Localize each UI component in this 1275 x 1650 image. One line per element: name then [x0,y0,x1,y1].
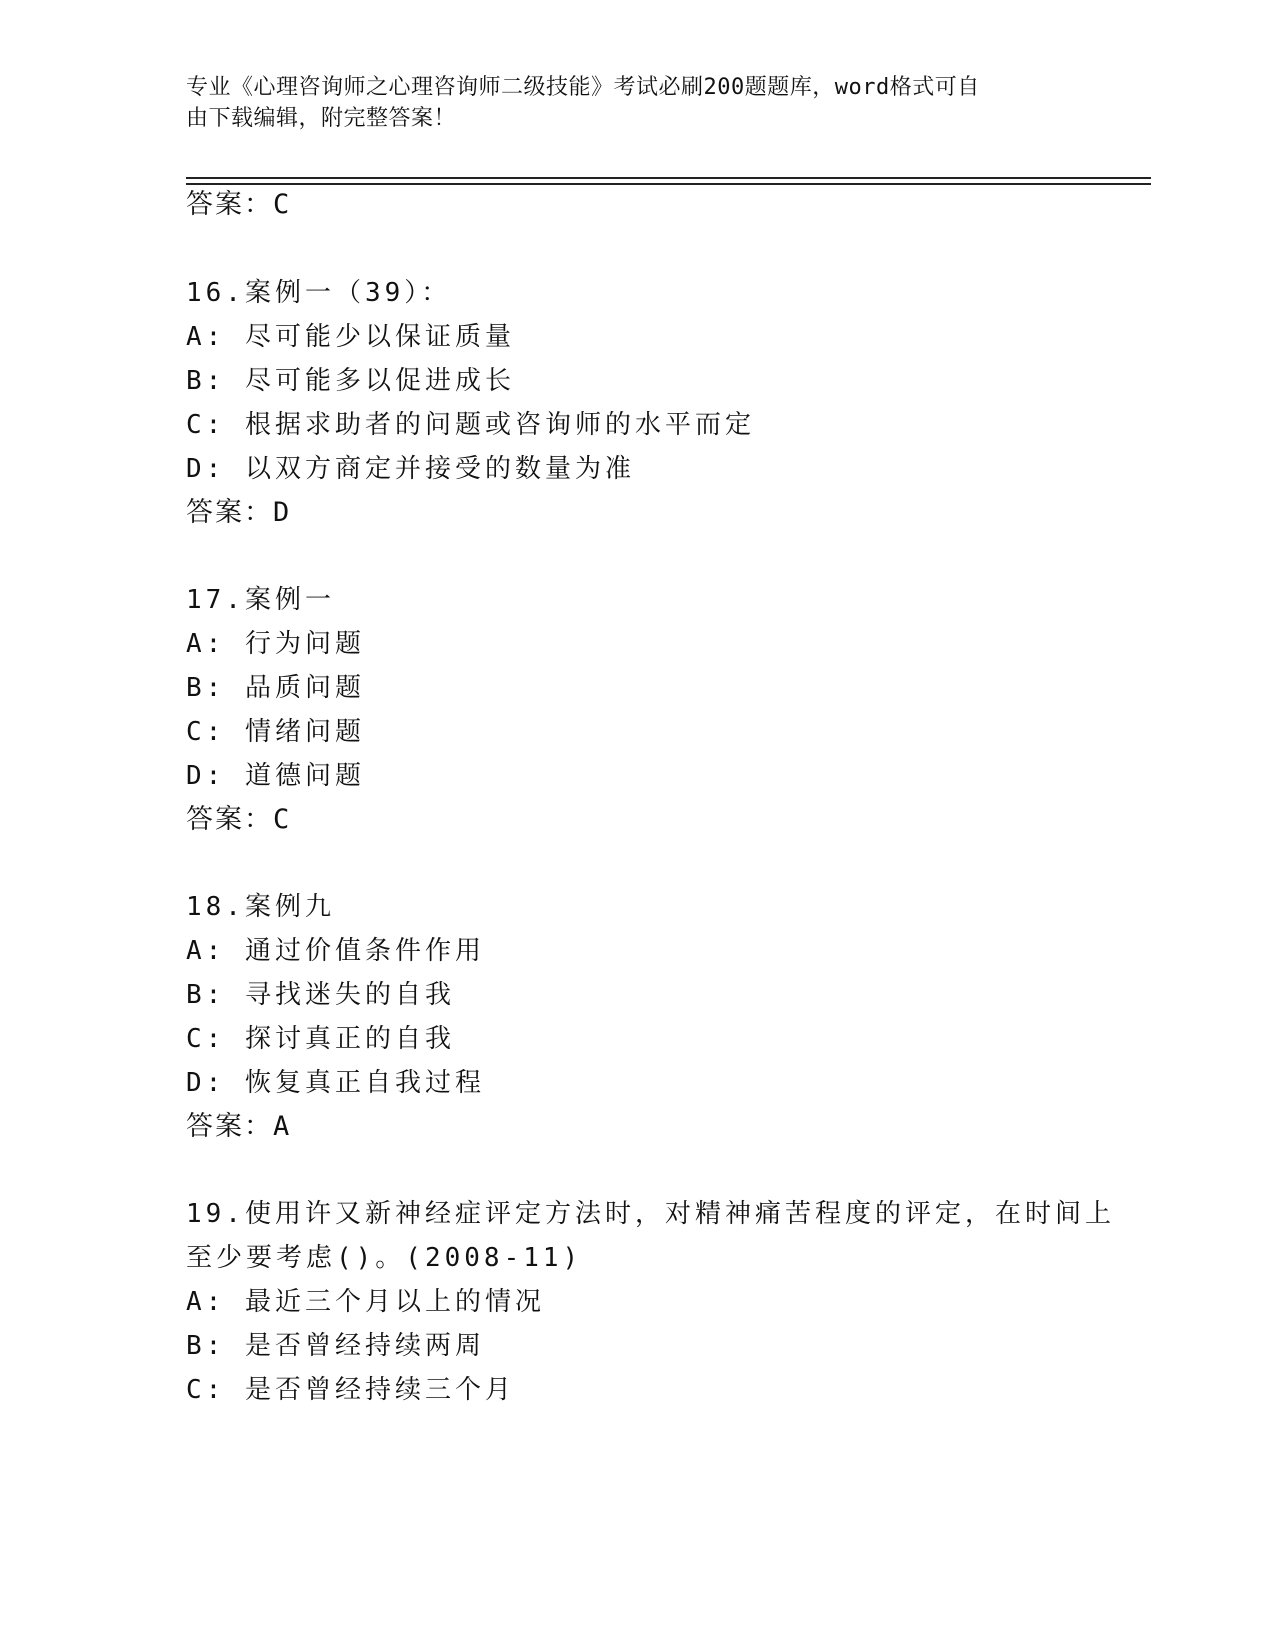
question-16-option-a: A: 尽可能少以保证质量 [186,322,515,352]
question-17-answer [186,803,291,837]
question-16-option-c: C: 根据求助者的问题或咨询师的水平而定 [186,410,755,440]
question-17-stem: 17.案例一 [186,585,335,615]
question-19-option-a: A: 最近三个月以上的情况 [186,1287,545,1317]
answer-label: 答案： [186,804,273,835]
answer-value: A [273,1111,292,1142]
question-18-option-b: B: 寻找迷失的自我 [186,980,455,1010]
question-18-stem: 18.案例九 [186,892,335,922]
question-18-option-c: C: 探讨真正的自我 [186,1024,455,1054]
question-16-option-b: B: 尽可能多以促进成长 [186,366,515,396]
header-line-2: 由下载编辑，附完整答案！ [186,106,457,131]
question-16-stem: 16.案例一（39）： [186,278,452,308]
previous-answer [186,188,291,222]
answer-label: 答案： [186,189,273,220]
question-17-option-d: D: 道德问题 [186,761,365,791]
header-rule-bottom [186,183,1151,185]
question-18-option-a: A: 通过价值条件作用 [186,936,485,966]
answer-value: C [273,189,292,220]
question-19-stem-line-2: 至少要考虑()。(2008-11) [186,1243,583,1273]
question-17-option-a: A: 行为问题 [186,629,365,659]
header-rule-top [186,177,1151,179]
question-19-option-b: B: 是否曾经持续两周 [186,1331,485,1361]
header-line-1: 专业《心理咨询师之心理咨询师二级技能》考试必刷200题题库，word格式可自 [186,75,980,100]
question-17-option-b: B: 品质问题 [186,673,365,703]
question-17-option-c: C: 情绪问题 [186,717,365,747]
answer-value: C [273,804,292,835]
answer-value: D [273,497,292,528]
question-16-answer [186,496,291,530]
question-19-option-c: C: 是否曾经持续三个月 [186,1375,515,1405]
question-18-option-d: D: 恢复真正自我过程 [186,1068,485,1098]
question-18-answer [186,1110,291,1144]
document-header [186,72,1066,134]
question-16-option-d: D: 以双方商定并接受的数量为准 [186,454,635,484]
answer-label: 答案： [186,1111,273,1142]
answer-label: 答案： [186,497,273,528]
question-19-stem-line-1: 19.使用许又新神经症评定方法时，对精神痛苦程度的评定，在时间上 [186,1199,1115,1229]
